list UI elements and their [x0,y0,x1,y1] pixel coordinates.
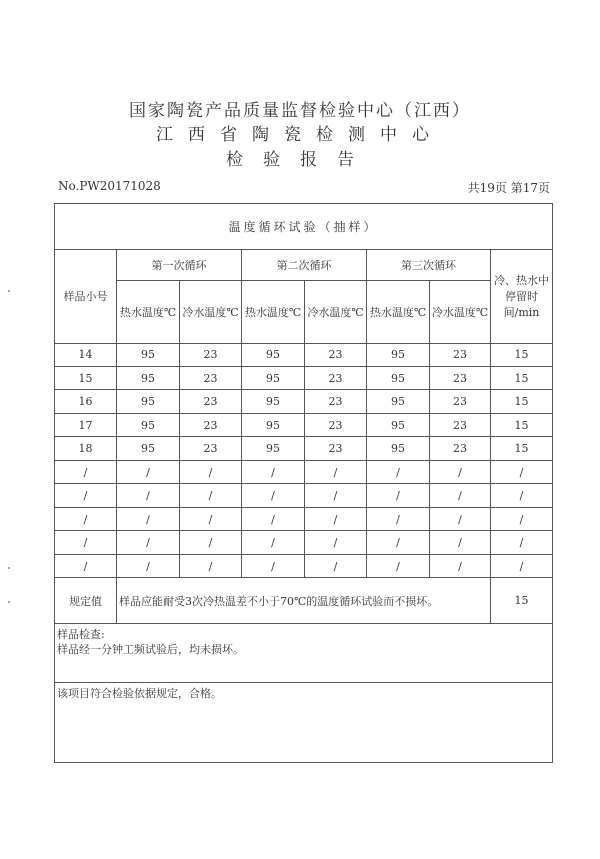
value-cell: 15 [491,366,553,389]
value-cell: / [117,460,180,483]
value-cell: 15 [491,413,553,436]
report-org-title: 国家陶瓷产品质量监督检验中心（江西） [129,101,471,121]
value-cell: / [242,507,305,530]
table-row [55,507,553,530]
value-cell: / [242,484,305,507]
value-cell: 23 [180,366,242,389]
conclusion-text: 该项目符合检验依据规定，合格。 [55,682,553,762]
scan-speck [8,567,10,569]
value-cell: 23 [305,413,367,436]
value-cell: / [491,531,553,554]
spec-value: 15 [491,578,553,624]
table-row [55,484,553,507]
value-cell: / [180,554,242,578]
value-cell: 95 [242,343,305,366]
value-cell: 95 [117,390,180,413]
inspection-cell [55,624,553,682]
hot-water-header: 热水温度℃ [117,281,180,343]
inspection-label: 样品检查: [57,628,105,642]
value-cell: 95 [242,437,305,460]
data-rows [55,343,553,578]
sample-no-header: 样品小号 [55,250,117,343]
page-info: 共19页 第17页 [467,181,550,195]
sample-no-cell: 17 [55,413,117,436]
hot-water-header: 热水温度℃ [242,281,305,343]
value-cell: / [117,484,180,507]
sample-no-cell: 18 [55,437,117,460]
value-cell: 23 [305,366,367,389]
value-cell: / [117,554,180,578]
cycle-2-header: 第二次循环 [242,250,367,281]
report-center-title: 江西省陶瓷检测中心 [156,125,444,145]
sample-no-cell: 14 [55,343,117,366]
value-cell: 95 [117,343,180,366]
value-cell: / [430,484,491,507]
table-row [55,531,553,554]
value-cell: / [242,460,305,483]
value-cell: 95 [367,366,430,389]
value-cell: 23 [180,413,242,436]
sample-no-cell: / [55,554,117,578]
value-cell: / [305,484,367,507]
test-result-table [54,203,553,763]
value-cell: / [180,460,242,483]
value-cell: / [491,507,553,530]
value-cell: / [367,531,430,554]
value-cell: / [430,460,491,483]
hot-water-header: 热水温度℃ [367,281,430,343]
value-cell: 15 [491,390,553,413]
value-cell: / [242,554,305,578]
value-cell: / [491,460,553,483]
value-cell: 95 [242,390,305,413]
value-cell: / [367,460,430,483]
value-cell: 95 [367,413,430,436]
sample-no-cell: / [55,531,117,554]
table-row [55,437,553,460]
value-cell: / [305,507,367,530]
value-cell: / [180,531,242,554]
report-number: No.PW20171028 [58,179,161,193]
value-cell: 95 [117,366,180,389]
value-cell: 15 [491,437,553,460]
inspection-text: 样品经一分钟工频试验后，均未损坏。 [57,643,244,657]
value-cell: 15 [491,343,553,366]
value-cell: / [491,484,553,507]
value-cell: 95 [367,343,430,366]
table-row [55,460,553,483]
value-cell: / [305,554,367,578]
value-cell: / [305,531,367,554]
sample-no-cell: / [55,460,117,483]
cold-water-header: 冷水温度℃ [305,281,367,343]
value-cell: / [117,531,180,554]
cold-water-header: 冷水温度℃ [430,281,491,343]
sample-no-cell: 16 [55,390,117,413]
value-cell: 23 [305,343,367,366]
value-cell: / [491,554,553,578]
value-cell: 23 [180,390,242,413]
value-cell: / [305,460,367,483]
value-cell: 23 [430,390,491,413]
value-cell: / [430,531,491,554]
value-cell: / [430,554,491,578]
value-cell: 23 [430,437,491,460]
value-cell: 23 [305,437,367,460]
table-row [55,343,553,366]
value-cell: / [430,507,491,530]
report-type-title: 检验报告 [226,150,374,170]
sample-no-cell: / [55,484,117,507]
value-cell: 23 [430,413,491,436]
value-cell: 23 [180,437,242,460]
cycle-3-header: 第三次循环 [367,250,491,281]
value-cell: / [242,531,305,554]
spec-label: 规定值 [55,578,117,624]
scan-speck [8,601,10,603]
value-cell: / [367,484,430,507]
table-row [55,390,553,413]
table-row [55,554,553,578]
sample-no-cell: 15 [55,366,117,389]
value-cell: 95 [367,437,430,460]
sample-no-cell: / [55,507,117,530]
value-cell: 23 [430,366,491,389]
value-cell: 23 [305,390,367,413]
value-cell: / [367,507,430,530]
cold-water-header: 冷水温度℃ [180,281,242,343]
value-cell: 95 [117,437,180,460]
value-cell: / [117,507,180,530]
value-cell: / [180,484,242,507]
value-cell: 23 [430,343,491,366]
table-row [55,366,553,389]
test-title: 温度循环试验（抽样） [55,204,553,250]
value-cell: 95 [117,413,180,436]
value-cell: / [367,554,430,578]
value-cell: 95 [242,413,305,436]
value-cell: 95 [367,390,430,413]
scan-speck [8,290,10,292]
spec-text: 样品应能耐受3次冷热温差不小于70℃的温度循环试验而不损坏。 [117,578,491,624]
cycle-1-header: 第一次循环 [117,250,242,281]
table-row [55,413,553,436]
value-cell: 95 [242,366,305,389]
value-cell: / [180,507,242,530]
dwell-time-header: 冷、热水中停留时间/min [491,250,553,343]
value-cell: 23 [180,343,242,366]
